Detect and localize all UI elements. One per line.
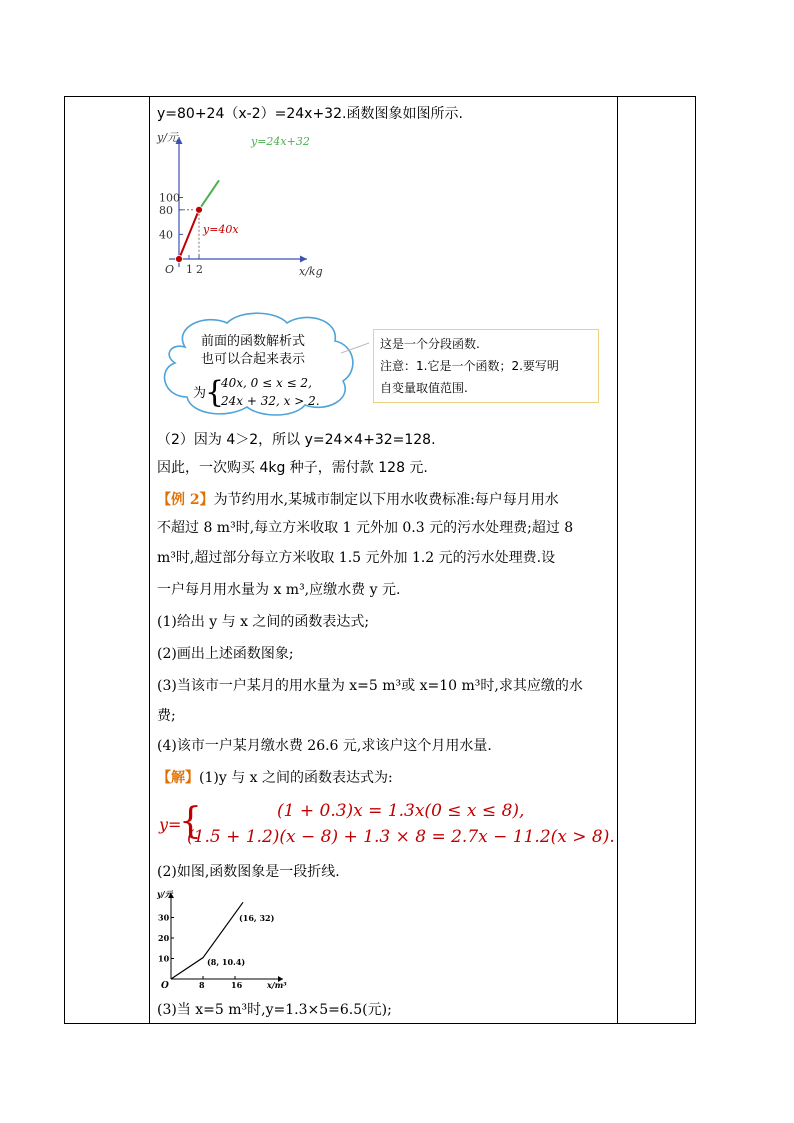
note-line-3: 自变量取值范围.: [380, 381, 468, 395]
page-table: [64, 96, 696, 1024]
cloud-brace: {: [205, 375, 225, 410]
formula-brace: {: [179, 801, 202, 842]
example2-text-1: 为节约用水,某城市制定以下用水收费标准:每户每月用水: [213, 492, 559, 508]
chart1-origin: O: [165, 263, 175, 276]
note-line-2: 注意：1.它是一个函数；2.要写明: [380, 359, 559, 373]
part2-line-b: 因此，一次购买 4kg 种子，需付款 128 元.: [157, 460, 428, 476]
question-1: (1)给出 y 与 x 之间的函数表达式;: [157, 614, 370, 630]
solution-line-1: [157, 769, 393, 787]
chart1-y-tick-label: 80: [159, 203, 173, 217]
question-3-a: (3)当该市一户某月的用水量为 x=5 m³或 x=10 m³时,求其应缴的水: [157, 678, 583, 694]
question-3-b: 费;: [157, 708, 176, 724]
formula-row-2: (1.5 + 1.2)(x − 8) + 1.3 × 8 = 2.7x − 11.2(x > 8).: [187, 827, 615, 847]
formula-row-1: (1 + 0.3)x = 1.3x(0 ≤ x ≤ 8),: [277, 801, 525, 821]
example2-tag: 【例 2】: [157, 492, 214, 508]
text-line-1: y=80+24（x-2）=24x+32.函数图象如图所示.: [157, 106, 463, 122]
cloud-case-2: 24x + 32, x > 2.: [221, 394, 320, 408]
chart1-xlabel: x/kg: [299, 265, 323, 278]
chart2-ylabel: y/元: [157, 889, 173, 899]
chart2-annotation-1: (8, 10.4): [207, 957, 246, 967]
chart2-series-line: [171, 902, 246, 979]
example2-line-3: m³时,超过部分每立方米收取 1.5 元外加 1.2 元的污水处理费.设: [157, 550, 556, 566]
piecewise-formula: [159, 797, 615, 853]
example2-line-1: [157, 491, 559, 509]
chart1-y-tick-label: 40: [159, 228, 173, 242]
chart1-point: [176, 256, 183, 263]
chart2-y-tick-label: 10: [158, 953, 170, 964]
chart1-series2-label: y=24x+32: [251, 135, 310, 148]
part2-line-a: （2）因为 4＞2，所以 y=24×4+32=128.: [157, 432, 436, 448]
chart2-y-tick-label: 30: [158, 912, 170, 923]
content-cell: [151, 97, 617, 1023]
chart1-x-tick-label: 2: [196, 263, 203, 276]
solution-text-1: (1)y 与 x 之间的函数表达式为:: [199, 770, 393, 786]
column-divider-left: [149, 97, 150, 1023]
chart1-x-tick-label: 1: [186, 263, 193, 276]
chart1-y-tick-label: 100: [159, 191, 180, 205]
chart1-marks: [176, 180, 220, 262]
cloud-callout: [155, 309, 375, 419]
chart2-x-tick-label: 8: [199, 980, 205, 990]
example2-line-2: 不超过 8 m³时,每立方米收取 1 元外加 0.3 元的污水处理费;超过 8: [157, 520, 574, 536]
cloud-line-2: 也可以合起来表示: [201, 352, 306, 367]
chart2-marks: [171, 902, 246, 979]
chart2-origin: O: [161, 981, 169, 991]
chart1-series2-line: [199, 180, 219, 210]
solution-line-2: (2)如图,函数图象是一段折线.: [157, 864, 340, 880]
question-4: (4)该市一户某月缴水费 26.6 元,求该户这个月用水量.: [157, 738, 492, 754]
chart1-point: [196, 206, 203, 213]
column-divider-right: [617, 97, 618, 1023]
cloud-case-1: 40x, 0 ≤ x ≤ 2,: [221, 376, 312, 390]
chart2-xlabel: x/m³: [267, 980, 287, 990]
chart1-ylabel: y/元: [157, 131, 178, 144]
chart-seed-price: [155, 127, 355, 287]
example2-line-4: 一户每月用水量为 x m³,应缴水费 y 元.: [157, 582, 401, 598]
note-line-1: 这是一个分段函数.: [380, 337, 480, 351]
formula-prefix: y=: [159, 815, 182, 834]
chart-water-fee: [155, 887, 295, 997]
chart2-y-tick-label: 20: [158, 933, 170, 943]
question-2: (2)画出上述函数图象;: [157, 646, 294, 662]
solution-tag: 【解】: [157, 770, 199, 786]
solution-line-3: (3)当 x=5 m³时,y=1.3×5=6.5(元);: [157, 1002, 392, 1018]
cloud-line-1: 前面的函数解析式: [201, 334, 306, 349]
chart2-x-tick-label: 16: [231, 980, 243, 990]
cloud-prefix: 为: [193, 386, 207, 401]
chart2-annotation-2: (16, 32): [239, 913, 275, 923]
chart1-series1-label: y=40x: [203, 223, 239, 236]
note-box: [373, 329, 599, 403]
